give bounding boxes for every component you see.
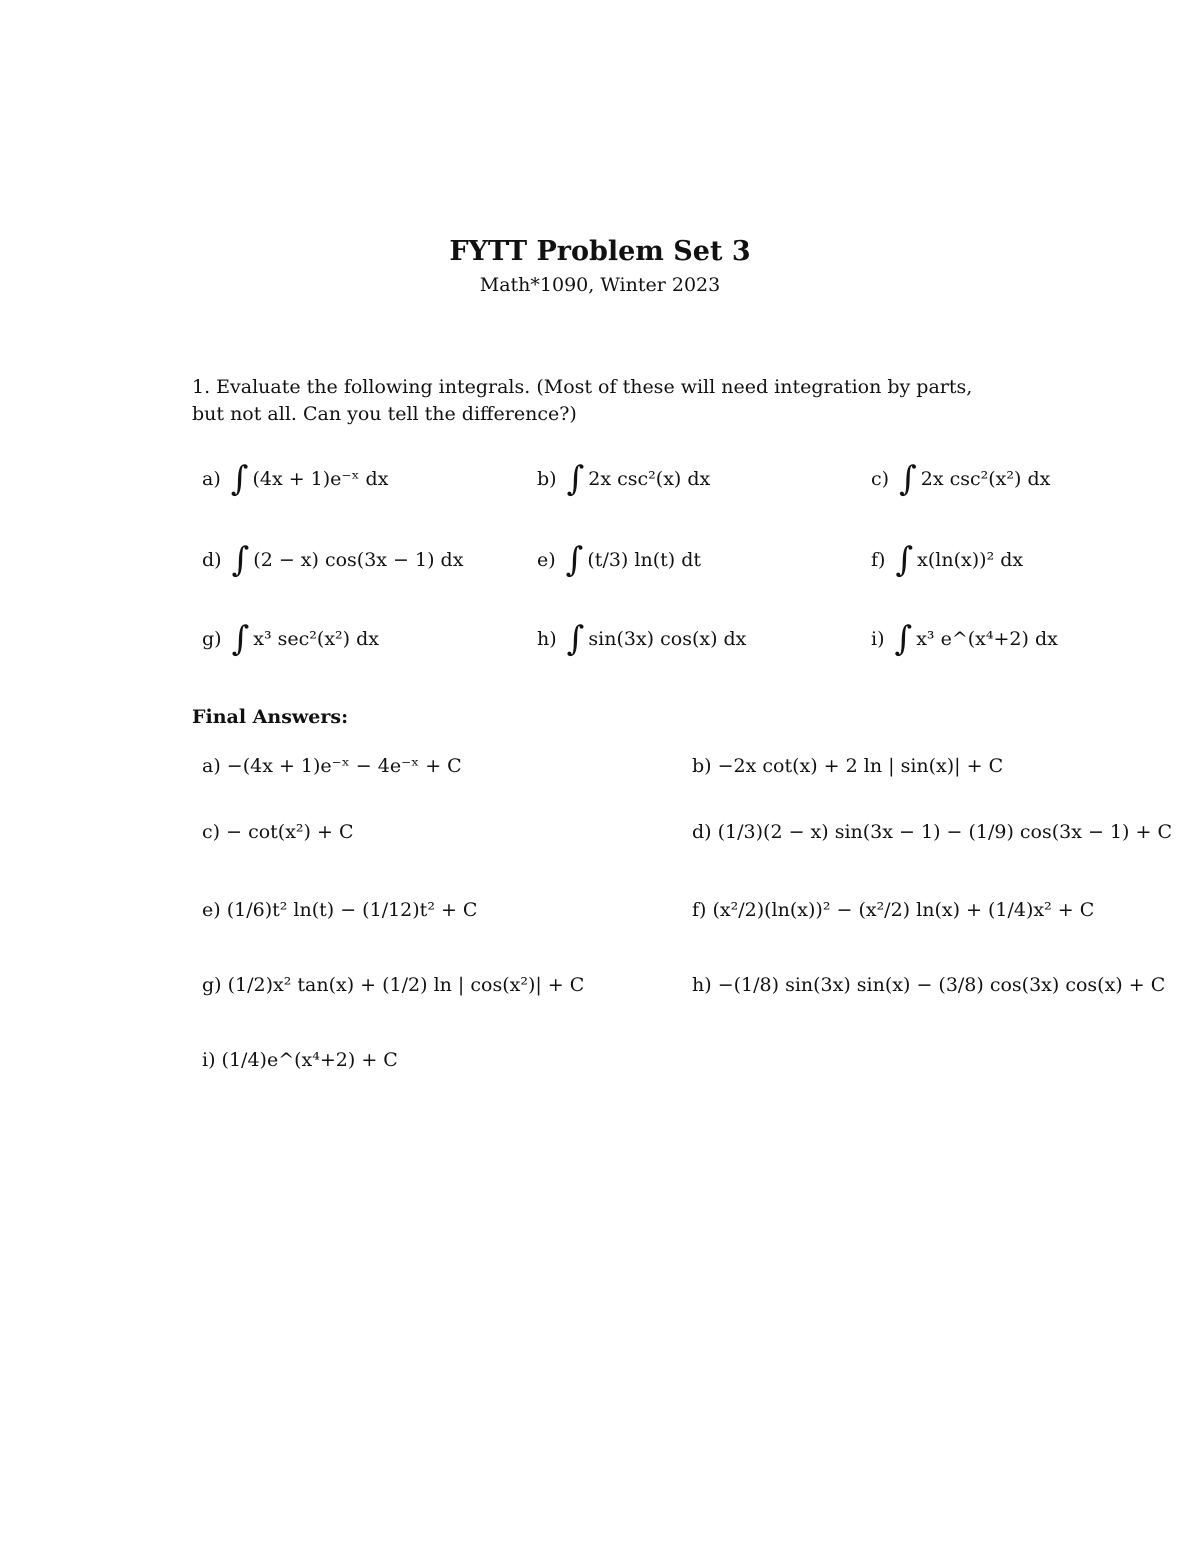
problem-label: g) (202, 628, 222, 650)
integral-sign-icon: ∫ (231, 540, 250, 580)
answer-expression: (x²/2)(ln(x))² − (x²/2) ln(x) + (1/4)x² + C (712, 899, 1095, 921)
problem-f (871, 540, 1024, 580)
answer-g (202, 974, 584, 996)
answer-label: d) (692, 821, 712, 843)
answer-e (202, 899, 477, 921)
integral-sign-icon: ∫ (899, 459, 917, 499)
answer-c (202, 821, 353, 843)
problem-expression: (t/3) ln(t) dt (587, 549, 701, 571)
problem-e (537, 540, 701, 580)
problem-label: c) (871, 468, 890, 490)
answer-f (692, 899, 1094, 921)
problem-d (202, 540, 464, 580)
problem-expression: (4x + 1)e⁻ˣ dx (252, 468, 389, 490)
integral-sign-icon: ∫ (566, 619, 585, 659)
integral-sign-icon: ∫ (895, 540, 914, 580)
problem-h (537, 619, 747, 659)
problem-expression: sin(3x) cos(x) dx (588, 628, 747, 650)
problem-expression: 2x csc²(x) dx (588, 468, 711, 490)
integral-sign-icon: ∫ (230, 459, 249, 499)
problem-b (537, 459, 711, 499)
problem-c (871, 459, 1051, 499)
answer-expression: − cot(x²) + C (226, 821, 354, 843)
problem-expression: x(ln(x))² dx (917, 549, 1024, 571)
answer-label: e) (202, 899, 221, 921)
problem-i (871, 619, 1058, 659)
course-subtitle: Math*1090, Winter 2023 (479, 274, 721, 296)
page-title: FYTT Problem Set 3 (449, 236, 751, 267)
problem-expression: 2x csc²(x²) dx (920, 468, 1051, 490)
integral-sign-icon: ∫ (894, 619, 913, 659)
answer-a (202, 755, 462, 777)
answer-i (202, 1049, 398, 1071)
problem-expression: (2 − x) cos(3x − 1) dx (253, 549, 464, 571)
answer-expression: (1/4)e^(x⁴+2) + C (221, 1049, 398, 1071)
integral-sign-icon: ∫ (566, 459, 585, 499)
question-line-1: 1. Evaluate the following integrals. (Most of these will need integration by parts, (192, 376, 973, 398)
problem-a (202, 459, 389, 499)
problem-expression: x³ sec²(x²) dx (253, 628, 379, 650)
answer-expression: −(1/8) sin(3x) sin(x) − (3/8) cos(3x) cos(x) + C (717, 974, 1166, 996)
answer-label: h) (692, 974, 712, 996)
answers-heading: Final Answers: (192, 706, 349, 728)
problem-label: i) (871, 628, 885, 650)
problem-label: h) (537, 628, 557, 650)
problem-expression: x³ e^(x⁴+2) dx (916, 628, 1058, 650)
answer-expression: −(4x + 1)e⁻ˣ − 4e⁻ˣ + C (226, 755, 462, 777)
answer-b (692, 755, 1003, 777)
answer-label: a) (202, 755, 221, 777)
answer-label: b) (692, 755, 712, 777)
integral-sign-icon: ∫ (565, 540, 584, 580)
answer-label: f) (692, 899, 707, 921)
problem-g (202, 619, 379, 659)
answer-expression: (1/6)t² ln(t) − (1/12)t² + C (226, 899, 478, 921)
problem-label: e) (537, 549, 556, 571)
integral-sign-icon: ∫ (231, 619, 250, 659)
answer-expression: −2x cot(x) + 2 ln | sin(x)| + C (717, 755, 1004, 777)
answer-label: c) (202, 821, 221, 843)
answer-expression: (1/2)x² tan(x) + (1/2) ln | cos(x²)| + C (227, 974, 585, 996)
answer-d (692, 821, 1172, 843)
problem-label: f) (871, 549, 886, 571)
answer-h (692, 974, 1165, 996)
answer-expression: (1/3)(2 − x) sin(3x − 1) − (1/9) cos(3x − 1) + C (717, 821, 1173, 843)
question-intro (192, 374, 972, 428)
question-line-2: but not all. Can you tell the difference?) (192, 403, 577, 425)
problem-label: d) (202, 549, 222, 571)
answer-label: i) (202, 1049, 216, 1071)
problem-label: b) (537, 468, 557, 490)
answer-label: g) (202, 974, 222, 996)
problem-label: a) (202, 468, 221, 490)
